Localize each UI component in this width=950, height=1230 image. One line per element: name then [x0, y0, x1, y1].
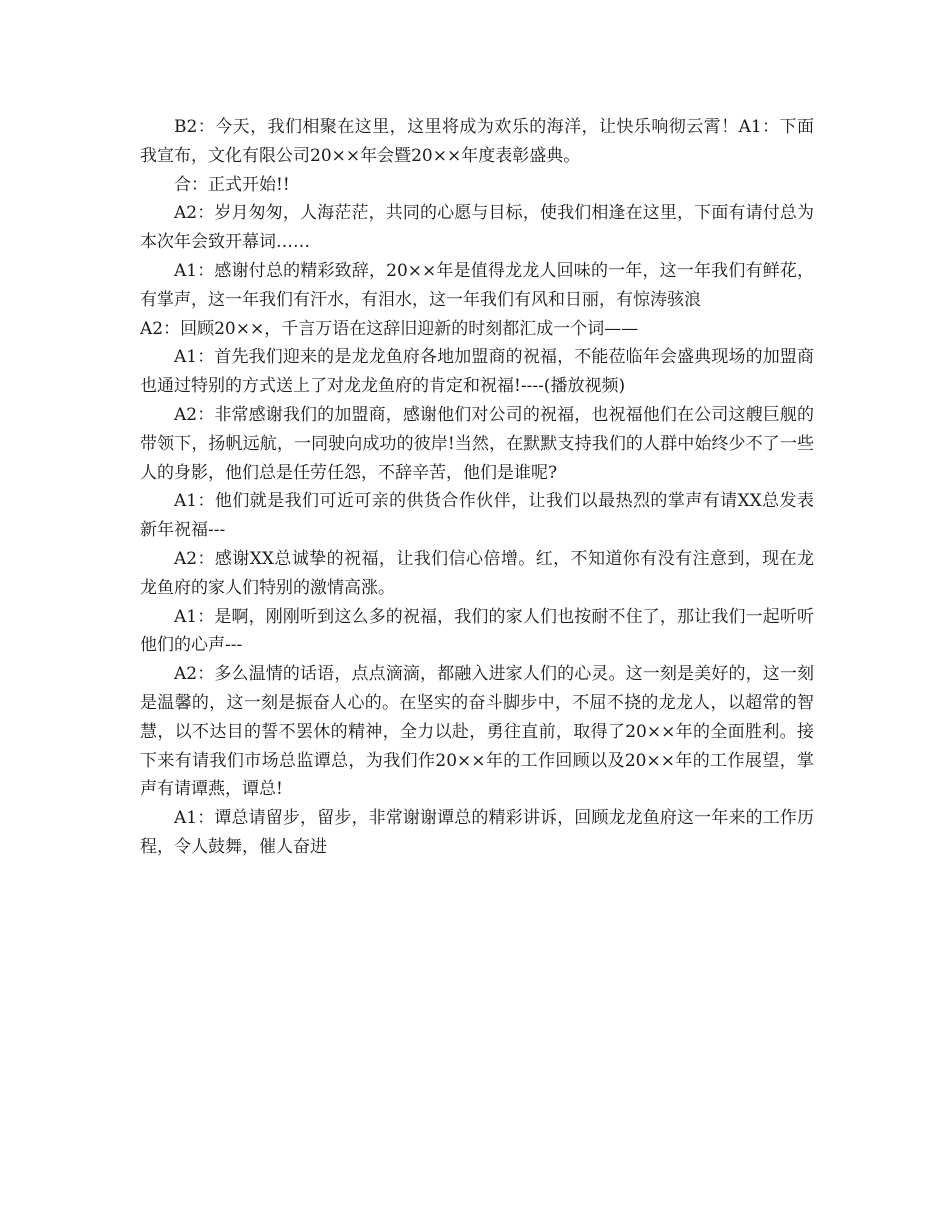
paragraph-a1-suppliers: A1：他们就是我们可近可亲的供货合作伙伴，让我们以最热烈的掌声有请XX总发表新年祝福--- — [140, 491, 814, 541]
paragraph-a2-opening-speech: A2：岁月匆匆，人海茫茫，共同的心愿与目标，使我们相逢在这里，下面有请付总为本次年会致开幕词…… — [140, 203, 814, 253]
document-body — [140, 113, 814, 862]
paragraph-a1-franchise-blessings: A1：首先我们迎来的是龙龙鱼府各地加盟商的祝福，不能莅临年会盛典现场的加盟商也通过特别的方式送上了对龙龙鱼府的肯定和祝福!----(播放视频) — [140, 347, 814, 397]
paragraph-together-start: 合：正式开始!! — [174, 174, 290, 195]
paragraph-a2-thanks-xx: A2：感谢XX总诚挚的祝福，让我们信心倍增。红，不知道你有没有注意到，现在龙龙鱼府的家人们特别的激情高涨。 — [140, 548, 814, 598]
paragraph-a2-review: A2：回顾20××，千言万语在这辞旧迎新的时刻都汇成一个词—— — [140, 318, 639, 339]
paragraph-a1-thanks-fu: A1：感谢付总的精彩致辞，20××年是值得龙龙人回味的一年，这一年我们有鲜花，有掌声，这一年我们有汗水，有泪水，这一年我们有风和日丽，有惊涛骇浪 — [140, 260, 814, 310]
paragraph-b2-welcome: B2：今天，我们相聚在这里，这里将成为欢乐的海洋，让快乐响彻云霄！A1：下面我宣布，文化有限公司20××年会暨20××年度表彰盛典。 — [140, 117, 814, 166]
paragraph-a1-family-voices: A1：是啊，刚刚听到这么多的祝福，我们的家人们也按耐不住了，那让我们一起听听他们的心声--- — [140, 606, 814, 656]
paragraph-a2-warm-words: A2：多么温情的话语，点点滴滴，都融入进家人们的心灵。这一刻是美好的，这一刻是温馨的，这一刻是振奋人心的。在坚实的奋斗脚步中，不屈不挠的龙龙人，以超常的智慧，以不达目的誓不罢休的精神，全力以赴，勇往直前，取得了20××年的全面胜利。接下来有请我们市场总监谭总，为我们作20××年的工作回顾以及20××年的工作展望，掌声有请谭燕，谭总! — [140, 664, 814, 800]
paragraph-a1-thanks-tan: A1：谭总请留步，留步，非常谢谢谭总的精彩讲诉，回顾龙龙鱼府这一年来的工作历程，令人鼓舞，催人奋进 — [140, 808, 814, 857]
paragraph-a2-thanks-franchise: A2：非常感谢我们的加盟商，感谢他们对公司的祝福，也祝福他们在公司这艘巨舰的带领下，扬帆远航，一同驶向成功的彼岸!当然，在默默支持我们的人群中始终少不了一些人的身影，他们总是任劳任怨，不辞辛苦，他们是谁呢? — [140, 404, 814, 483]
